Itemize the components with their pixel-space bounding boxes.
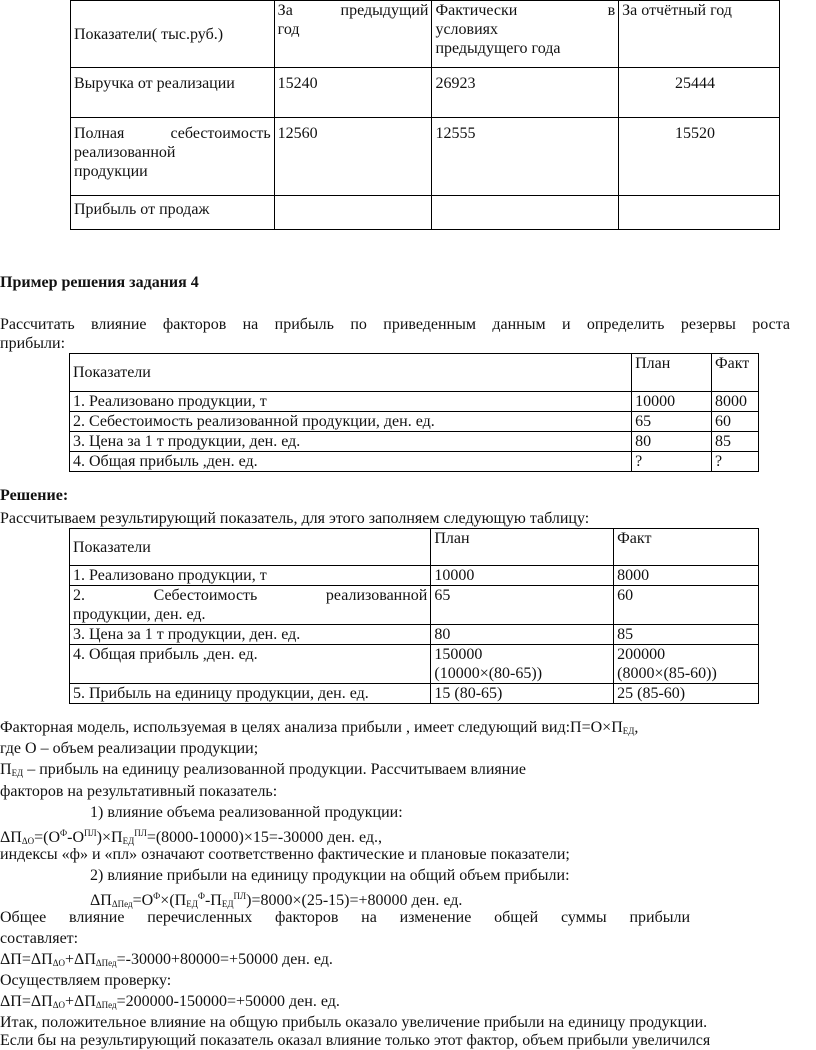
table-cell: 1. Реализовано продукции, т <box>70 392 632 412</box>
formula-volume-effect: $\Delta П_{\Delta О}=(О^Ф-О^{ПЛ})\times П_{ЕД}^{ПЛ}=(8000-10000)\times 15=-30000$ ден. ед., <box>0 828 383 846</box>
table-header-cell: Показатели <box>70 354 632 392</box>
table-cell: 65 <box>632 412 712 432</box>
table-cell: 8000 <box>614 566 759 586</box>
table-row <box>70 586 759 625</box>
table-header-row <box>70 529 759 566</box>
table-cell: 80 <box>431 625 614 645</box>
table-cell: 25 (85-60) <box>614 684 759 704</box>
table-header-cell: Факт <box>614 529 759 566</box>
table-cell: Выручка от реализации <box>71 68 275 118</box>
table-row <box>70 625 759 645</box>
table-row <box>70 645 759 684</box>
table-cell <box>274 196 432 230</box>
table-cell <box>619 196 780 230</box>
table-cell: 80 <box>632 432 712 452</box>
table-cell: Прибыль от продаж <box>71 196 275 230</box>
table-cell: 12555 <box>432 118 619 196</box>
table-cell: 150000 (10000×(80-65)) <box>431 645 614 684</box>
table-cell: 60 <box>614 586 759 625</box>
table-header-cell: Показатели( тыс.руб.) <box>71 1 275 68</box>
table-solution <box>69 528 759 704</box>
table-row <box>70 392 759 412</box>
table-cell: 25444 <box>619 68 780 118</box>
table-header-cell: Показатели <box>70 529 431 566</box>
table-cell: Полная себестоимость реализованной продукции <box>71 118 275 196</box>
table-header-cell: За отчётный год <box>619 1 780 68</box>
table-cell: 3. Цена за 1 т продукции, ден. ед. <box>70 432 632 452</box>
factor-1-heading: 1) влияние объема реализованной продукции: <box>90 804 403 821</box>
table-cell: 8000 <box>712 392 759 412</box>
definition-unit-profit: $П_{ЕД}$ – прибыль на единицу реализованной продукции. Рассчитываем влияние <box>0 761 526 778</box>
solution-title: Решение: <box>0 487 69 504</box>
table-cell: 2. Себестоимость реализованной продукции, ден. ед. <box>70 412 632 432</box>
solution-intro: Рассчитываем результирующий показатель, для этого заполняем следующую таблицу: <box>0 510 590 527</box>
table-cell <box>432 196 619 230</box>
table-header-cell: За предыдущий год <box>274 1 432 68</box>
table-cell: 3. Цена за 1 т продукции, ден. ед. <box>70 625 431 645</box>
table-cell: 26923 <box>432 68 619 118</box>
conclusion-text: Итак, положительное влияние на общую прибыль оказало увеличение прибыли на единицу продукции. <box>0 1014 708 1031</box>
table-cell: 200000 (8000×(85-60)) <box>614 645 759 684</box>
table-row <box>70 684 759 704</box>
total-effect-text: Общее влияние перечисленных факторов на изменение общей суммы прибыли <box>0 909 690 926</box>
table-cell: ? <box>632 452 712 472</box>
table-cell: 1. Реализовано продукции, т <box>70 566 431 586</box>
table-cell: 4. Общая прибыль ,ден. ед. <box>70 645 431 684</box>
factor-model-text: Факторная модель, используемая в целях анализа прибыли , имеет следующий $вид:П=О\times П_{ЕД}$, <box>0 719 639 736</box>
indices-note: индексы «ф» и «пл» означают соответственно фактические и плановые показатели; <box>0 846 570 863</box>
table-cell: 15 (80-65) <box>431 684 614 704</box>
table-row <box>70 432 759 452</box>
formula-total-effect: $\Delta П=\Delta П_{\Delta О}+\Delta П_{\Delta Пед}=-30000+80000=+50000$ ден. ед. <box>0 951 333 968</box>
table-task-data <box>69 353 759 472</box>
verification-heading: Осуществляем проверку: <box>0 972 172 989</box>
table-header-cell: План <box>431 529 614 566</box>
definition-volume: где О – объем реализации продукции; <box>0 740 259 757</box>
table-header-cell: Факт <box>712 354 759 392</box>
task-text: Рассчитать влияние факторов на прибыль по приведенным данным и определить резервы роста <box>0 316 790 333</box>
formula-verification: $\Delta П=\Delta П_{\Delta О}+\Delta П_{\Delta Пед}=200000-150000=+50000$ ден. ед. <box>0 993 340 1010</box>
table-cell: 12560 <box>274 118 432 196</box>
table-row <box>70 412 759 432</box>
table-cell: 85 <box>712 432 759 452</box>
task-text-continued: прибыли: <box>0 335 66 352</box>
example-title: Пример решения задания 4 <box>0 274 199 291</box>
table-row <box>71 118 780 196</box>
table-cell: ? <box>712 452 759 472</box>
table-header-row <box>70 354 759 392</box>
table-cell: 10000 <box>431 566 614 586</box>
table-row <box>71 68 780 118</box>
table-row <box>71 196 780 230</box>
table-header-cell: План <box>632 354 712 392</box>
table-row <box>70 566 759 586</box>
table-cell: 4. Общая прибыль ,ден. ед. <box>70 452 632 472</box>
table-cell: 15240 <box>274 68 432 118</box>
table-cell: 5. Прибыль на единицу продукции, ден. ед. <box>70 684 431 704</box>
total-effect-text-continued: составляет: <box>0 930 79 947</box>
table-cell: 10000 <box>632 392 712 412</box>
conclusion-text-continued: Если бы на результирующий показатель оказал влияние только этот фактор, объем прибыли увеличился <box>0 1032 711 1049</box>
table-cell: 15520 <box>619 118 780 196</box>
table-cell: 2. Себестоимость реализованной продукции, ден. ед. <box>70 586 431 625</box>
table-revenue <box>70 0 780 230</box>
table-header-row <box>71 1 780 68</box>
table-header-cell: Фактически в условиях предыдущего года <box>432 1 619 68</box>
factor-2-heading: 2) влияние прибыли на единицу продукции на общий объем прибыли: <box>90 867 570 884</box>
factors-intro: факторов на результативный показатель: <box>0 783 278 800</box>
formula-unit-profit-effect: $\Delta П_{\Delta Пед}=О^Ф\times(П_{ЕД}^Ф-П_{ЕД}^{ПЛ})=8000\times(25-15)=+80000$ ден. ед. <box>90 891 463 909</box>
table-row <box>70 452 759 472</box>
table-cell: 60 <box>712 412 759 432</box>
table-cell: 85 <box>614 625 759 645</box>
table-cell: 65 <box>431 586 614 625</box>
